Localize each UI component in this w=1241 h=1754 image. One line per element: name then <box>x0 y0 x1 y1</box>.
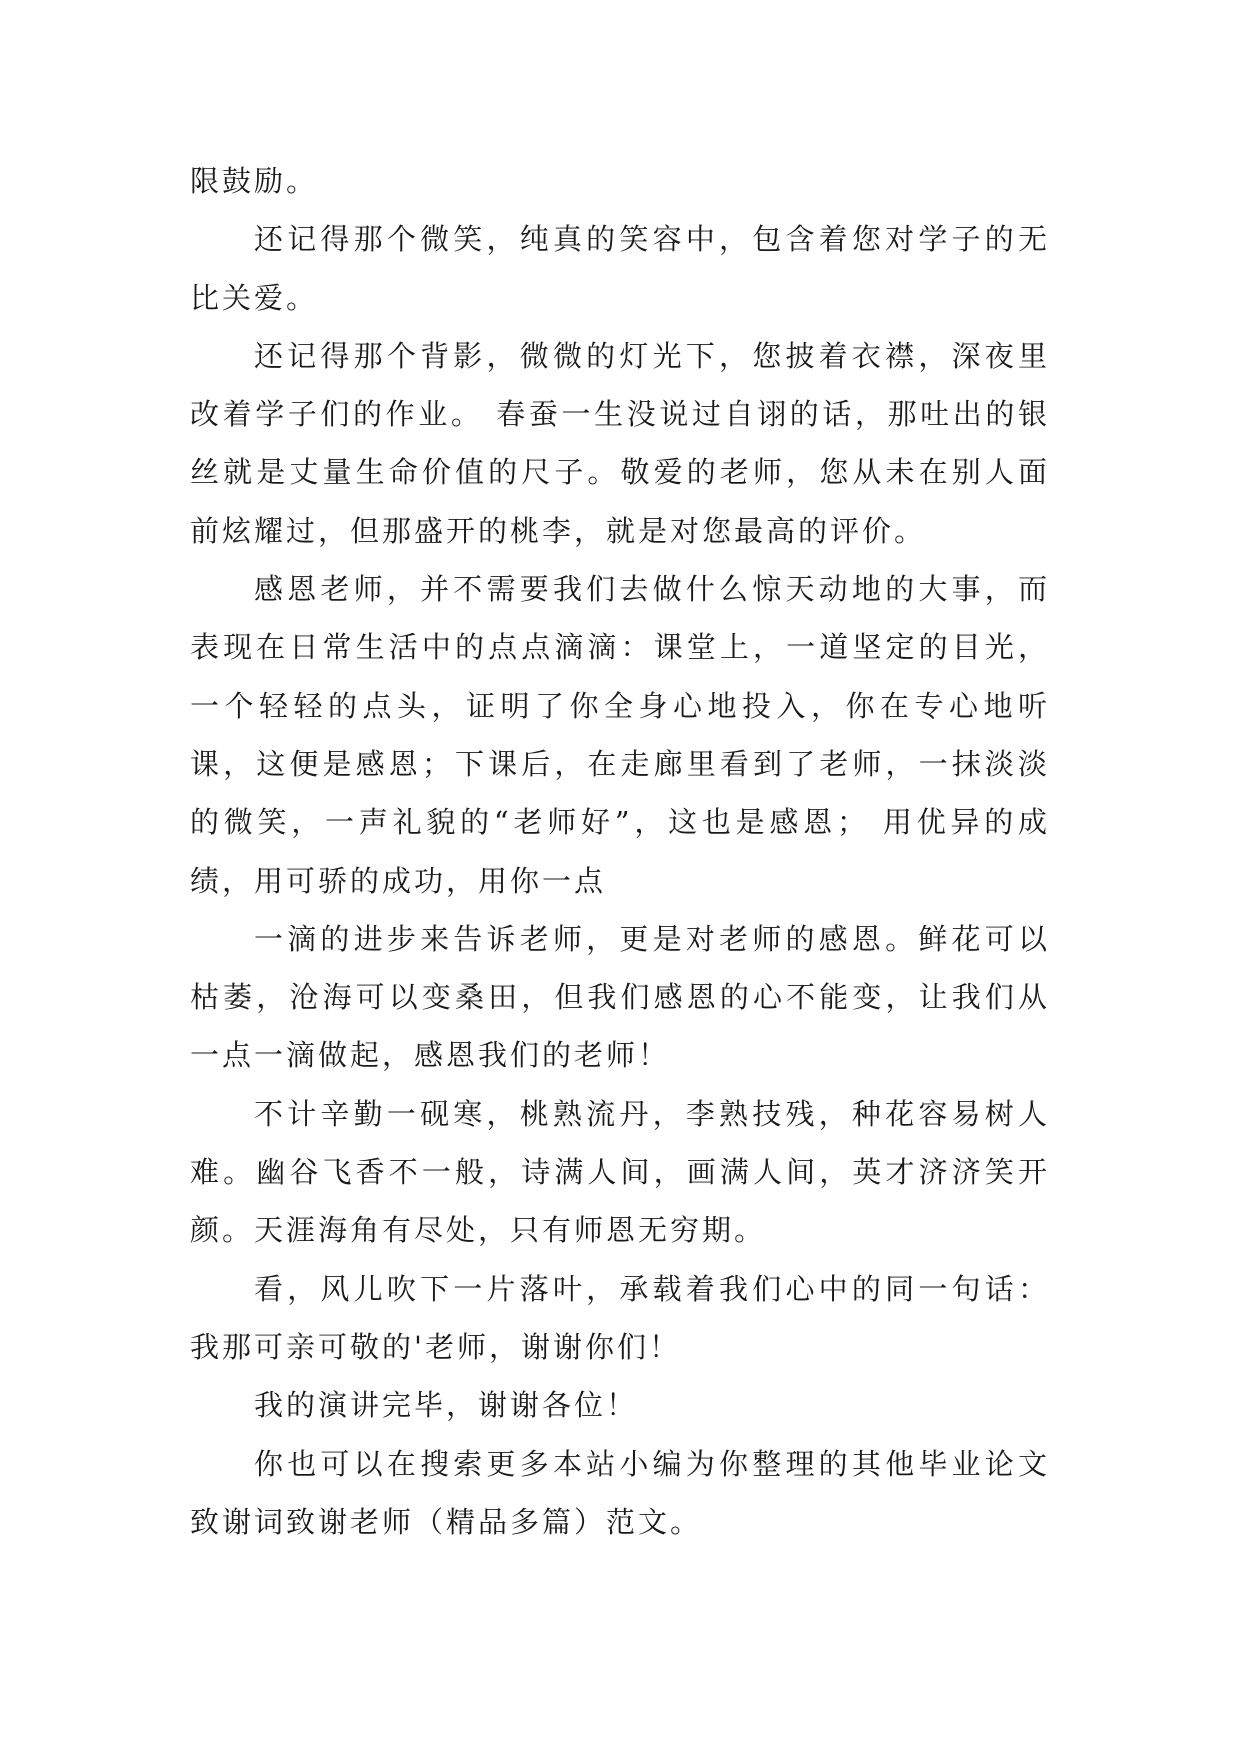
paragraph: 还记得那个微笑，纯真的笑容中，包含着您对学子的无比关爱。 <box>190 222 1050 315</box>
paragraph: 感恩老师，并不需要我们去做什么惊天动地的大事，而表现在日常生活中的点点滴滴：课堂上，一道坚定的目光，一个轻轻的点头，证明了你全身心地投入，你在专心地听课，这便是感恩；下课后，在走廊里看到了老师，一抹淡淡的微笑，一声礼貌的“老师好”，这也是感恩； 用优异的成绩，用可骄的成功，用你一点 <box>190 572 1050 898</box>
paragraph: 看，风儿吹下一片落叶，承载着我们心中的同一句话：我那可亲可敬的'老师，谢谢你们！ <box>190 1271 1050 1364</box>
paragraph: 不计辛勤一砚寒，桃熟流丹，李熟技残，种花容易树人难。幽谷飞香不一般，诗满人间，画满人间，英才济济笑开颜。天涯海角有尽处，只有师恩无穷期。 <box>190 1096 1050 1248</box>
paragraph: 你也可以在搜索更多本站小编为你整理的其他毕业论文致谢词致谢老师（精品多篇）范文。 <box>190 1446 1050 1539</box>
document-body <box>190 152 1050 1551</box>
paragraph: 一滴的进步来告诉老师，更是对老师的感恩。鲜花可以枯萎，沧海可以变桑田，但我们感恩的心不能变，让我们从一点一滴做起，感恩我们的老师！ <box>190 921 1050 1073</box>
paragraph: 限鼓励。 <box>190 164 319 198</box>
paragraph: 还记得那个背影，微微的灯光下，您披着衣襟，深夜里改着学子们的作业。 春蚕一生没说过自诩的话，那吐出的银丝就是丈量生命价值的尺子。敬爱的老师，您从未在别人面前炫耀过，但那盛开的桃李，就是对您最高的评价。 <box>190 338 1050 548</box>
paragraph: 我的演讲完毕，谢谢各位！ <box>254 1388 639 1423</box>
